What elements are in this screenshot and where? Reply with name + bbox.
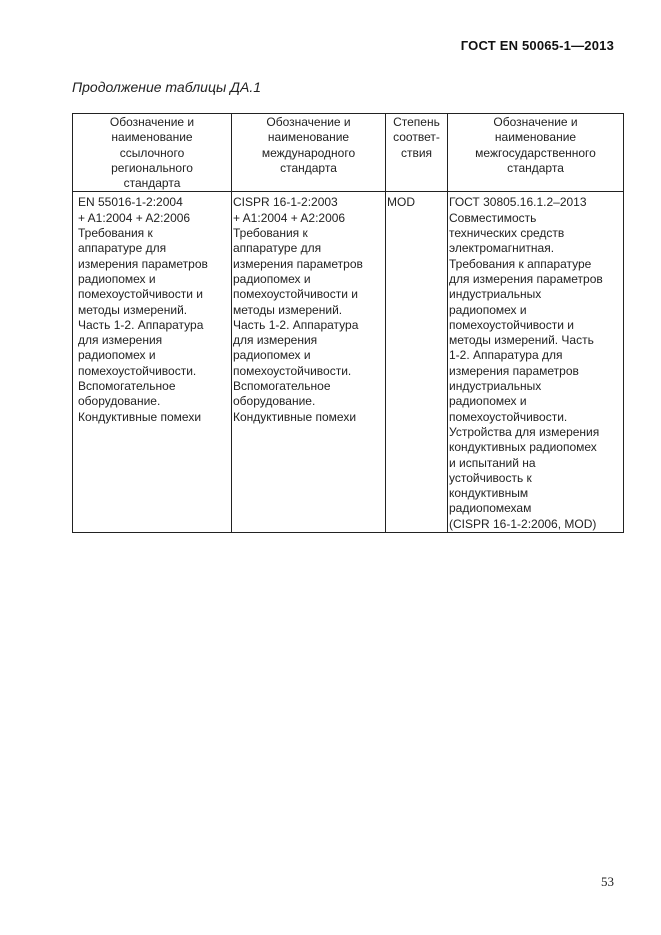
cell-interstate-standard: ГОСТ 30805.16.1.2–2013 Совместимость технических средств электромагнитная. Требования к аппаратуре для измерения параметров индустриальных радиопомех и помехоустойчивости и методы измерений. Часть 1-2. Аппаратура для измерения параметров индустриальных радиопомех и помехоустойчивости. Устройства для измерения кондуктивных радиопомех и испытаний на устойчивость к кондуктивным радиопомехам (CISPR 16-1-2:2006, MOD) <box>448 192 624 533</box>
cell-international-standard: CISPR 16-1-2:2003 + A1:2004 + A2:2006 Требования к аппаратуре для измерения параметров радиопомех и помехоустойчивости и методы измерений. Часть 1-2. Аппаратура для измерения радиопомех и помехоустойчивости. Вспомогательное оборудование. Кондуктивные помехи <box>232 192 386 533</box>
cell-degree-of-conformity: MOD <box>386 192 448 533</box>
column-header-international-standard: Обозначение и наименование международного стандарта <box>232 114 386 192</box>
standards-correspondence-table <box>72 113 624 533</box>
column-header-degree-of-conformity: Степень соответ- ствия <box>386 114 448 192</box>
table-caption: Продолжение таблицы ДА.1 <box>72 79 262 95</box>
cell-regional-standard: EN 55016-1-2:2004 + A1:2004 + A2:2006 Требования к аппаратуре для измерения параметров радиопомех и помехоустойчивости и методы измерений. Часть 1-2. Аппаратура для измерения радиопомех и помехоустойчивости. Вспомогательное оборудование. Кондуктивные помехи <box>73 192 232 533</box>
table-row <box>73 192 624 533</box>
table-header-row <box>73 114 624 192</box>
column-header-interstate-standard: Обозначение и наименование межгосударственного стандарта <box>448 114 624 192</box>
column-header-regional-standard: Обозначение и наименование ссылочного регионального стандарта <box>73 114 232 192</box>
document-code-header: ГОСТ EN 50065-1—2013 <box>460 38 614 53</box>
page-number: 53 <box>601 874 614 889</box>
